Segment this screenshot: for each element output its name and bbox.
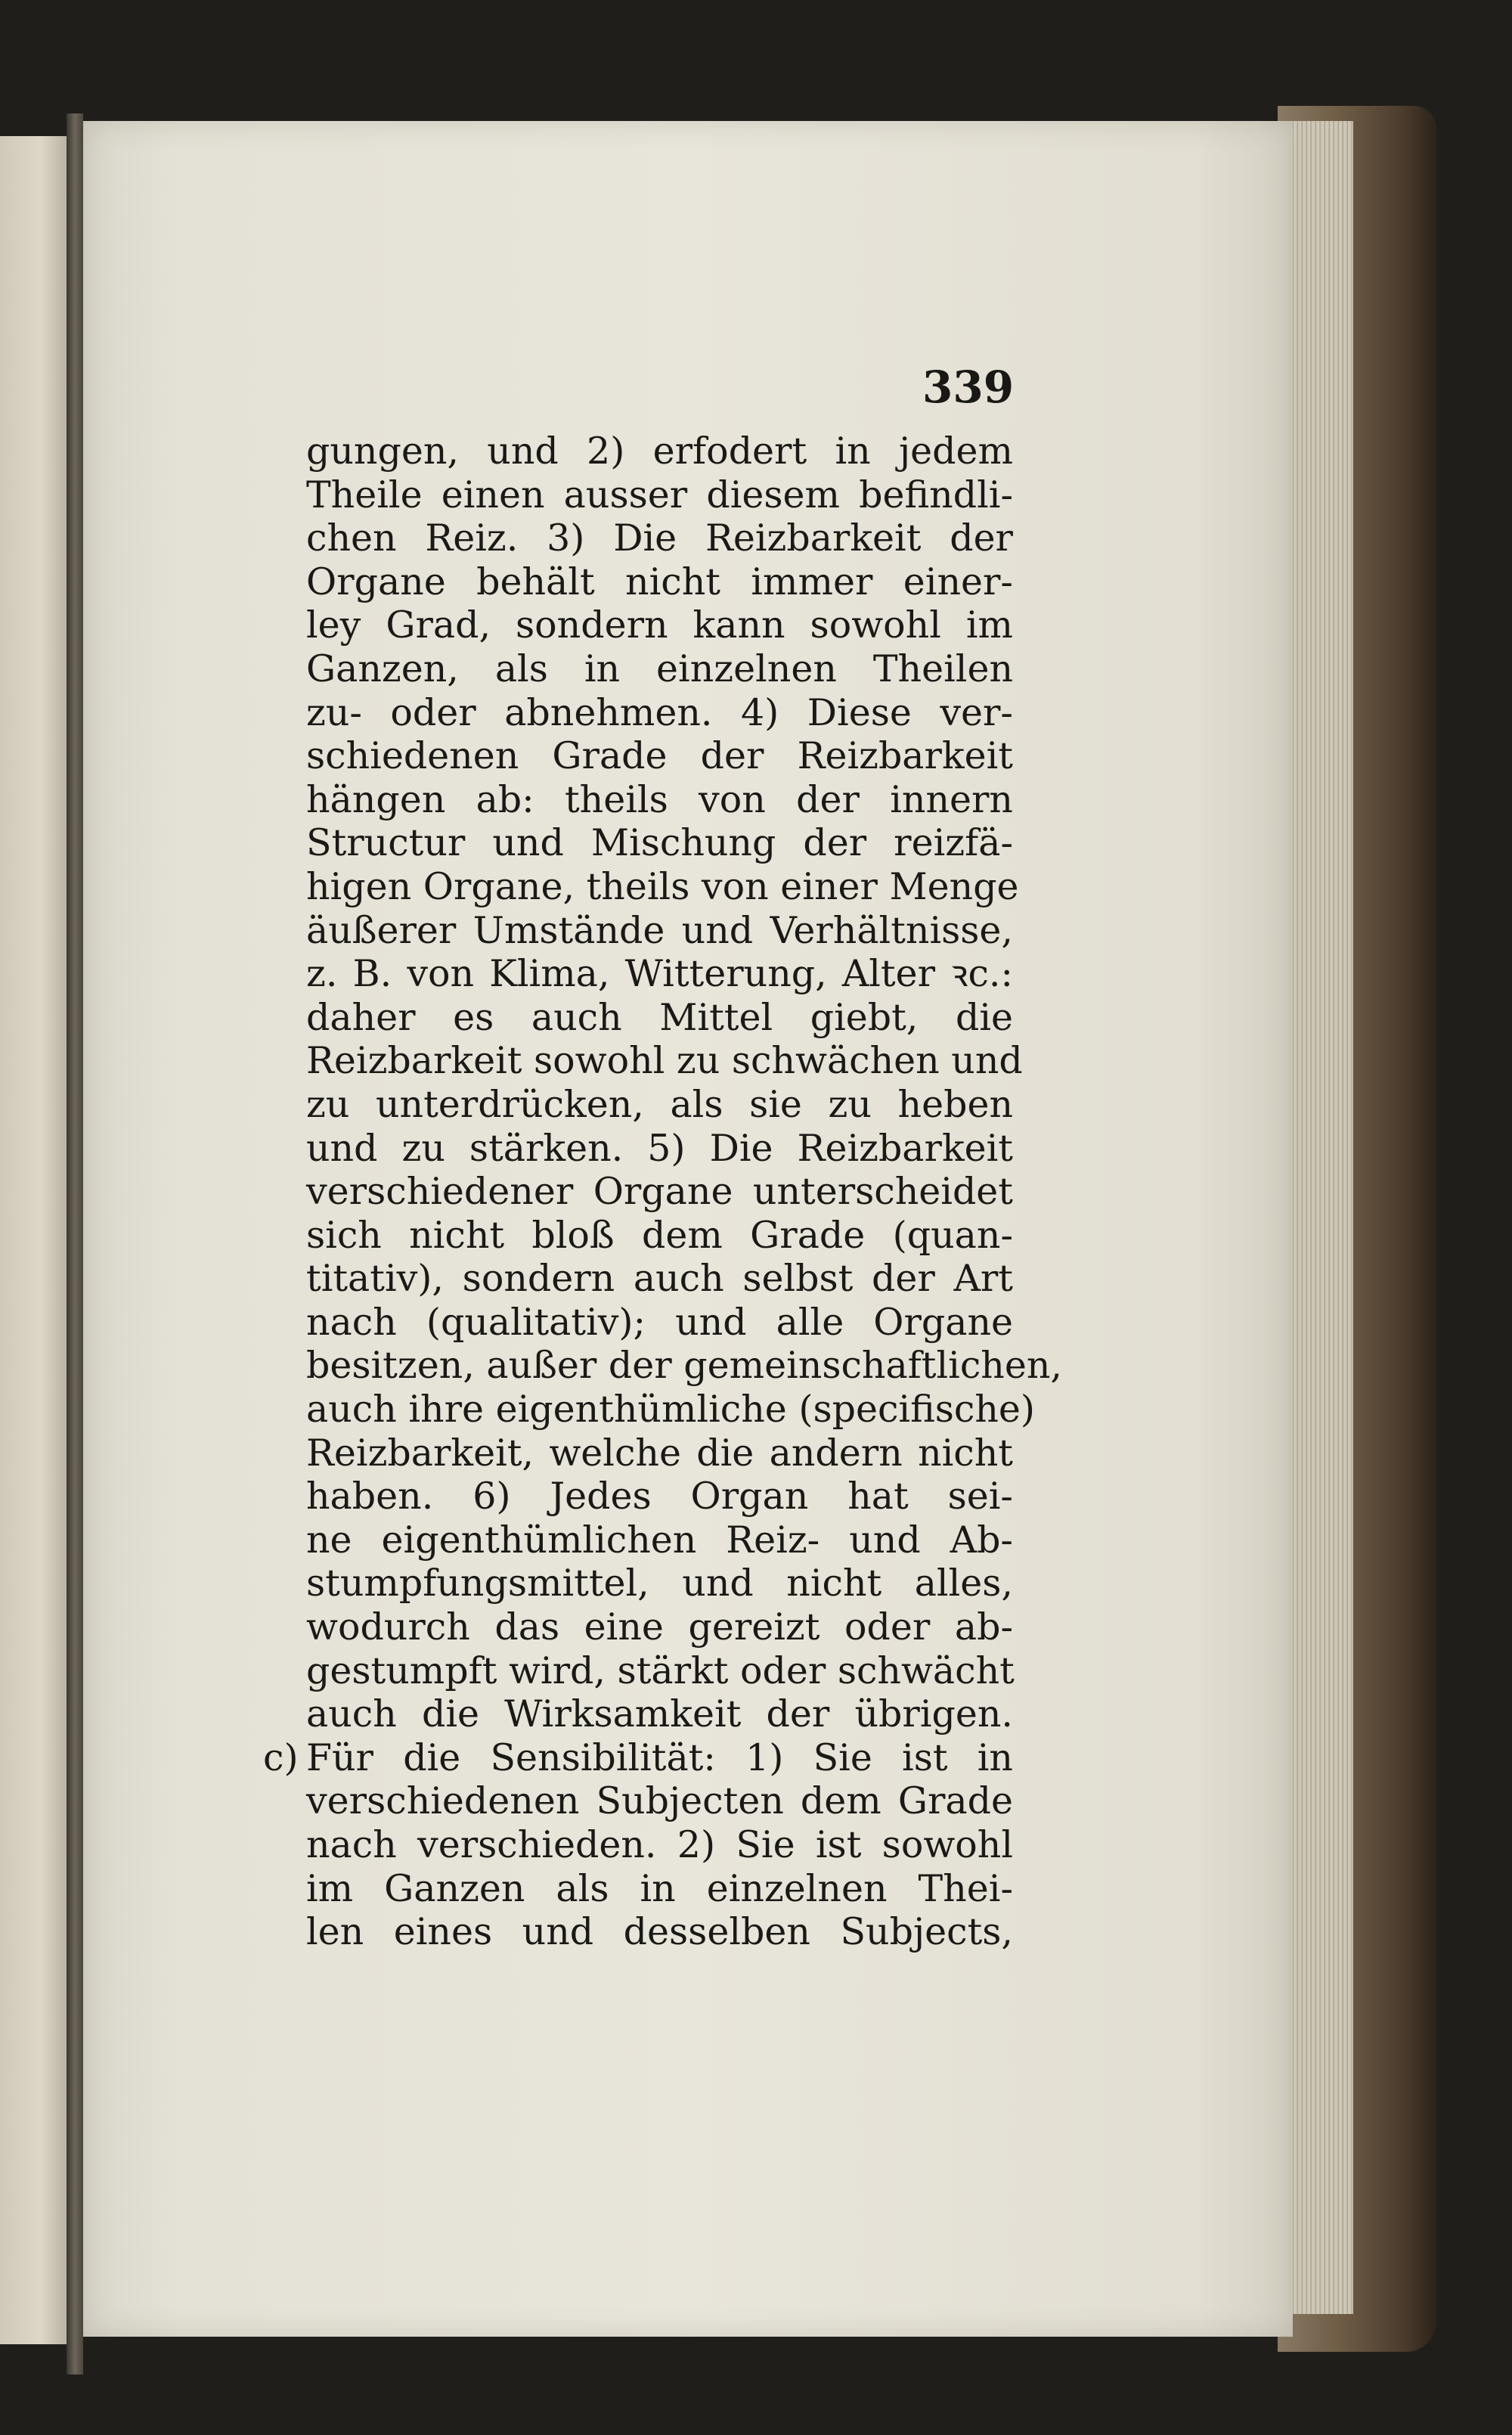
- text-line: chen Reiz. 3) Die Reizbarkeit der: [306, 516, 1013, 560]
- text-line: len eines und desselben Subjects,: [306, 1910, 1013, 1954]
- text-line: ne eigenthümlichen Reiz- und Ab-: [306, 1518, 1013, 1562]
- list-item-marker: c): [263, 1736, 299, 1779]
- text-line: verschiedener Organe unterscheidet: [306, 1170, 1013, 1214]
- text-line: hängen ab: theils von der innern: [306, 777, 1013, 821]
- text-line: besitzen, außer der gemeinschaftlichen,: [306, 1344, 1062, 1388]
- text-line: Reizbarkeit, welche die andern nicht: [306, 1431, 1013, 1475]
- body-text: [306, 430, 1062, 1954]
- text-line: Theile einen ausser diesem befindli-: [306, 473, 1013, 516]
- text-line: auch ihre eigenthümliche (specifische): [306, 1388, 1036, 1432]
- text-line: wodurch das eine gereizt oder ab-: [306, 1605, 1013, 1649]
- text-line: stumpfungsmittel, und nicht alles,: [306, 1562, 1013, 1605]
- book-gutter: [67, 113, 83, 2375]
- text-line: zu unterdrücken, als sie zu heben: [306, 1082, 1013, 1126]
- text-line: Ganzen, als in einzelnen Theilen: [306, 647, 1013, 690]
- text-line: Reizbarkeit sowohl zu schwächen und: [306, 1039, 1023, 1083]
- text-line: auch die Wirksamkeit der übrigen.: [306, 1692, 1013, 1736]
- text-line: z. B. von Klima, Witterung, Alter ꝛc.:: [306, 952, 1013, 996]
- text-line: sich nicht bloß dem Grade (quan-: [306, 1213, 1013, 1257]
- text-line: verschiedenen Subjecten dem Grade: [306, 1779, 1013, 1823]
- text-line: titativ), sondern auch selbst der Art: [306, 1257, 1013, 1301]
- text-line: nach (qualitativ); und alle Organe: [306, 1300, 1013, 1344]
- page-edges: [1285, 121, 1353, 2314]
- text-line: gestumpft wird, stärkt oder schwächt: [306, 1649, 1015, 1692]
- page-number: 339: [922, 361, 1015, 413]
- text-line: daher es auch Mittel giebt, die: [306, 995, 1013, 1039]
- text-line: haben. 6) Jedes Organ hat sei-: [306, 1475, 1013, 1518]
- text-line: und zu stärken. 5) Die Reizbarkeit: [306, 1126, 1013, 1170]
- text-line: gungen, und 2) erfodert in jedem: [306, 430, 1013, 473]
- text-line: nach verschieden. 2) Sie ist sowohl: [306, 1823, 1013, 1866]
- text-line: Für die Sensibilität: 1) Sie ist in: [306, 1736, 1013, 1779]
- text-line: schiedenen Grade der Reizbarkeit: [306, 734, 1013, 778]
- text-line: ley Grad, sondern kann sowohl im: [306, 603, 1013, 647]
- left-page-edge: [0, 136, 68, 2344]
- text-line: äußerer Umstände und Verhältnisse,: [306, 908, 1013, 952]
- text-line: im Ganzen als in einzelnen Thei-: [306, 1866, 1013, 1910]
- text-line: Structur und Mischung der reizfä-: [306, 821, 1013, 865]
- text-line: zu- oder abnehmen. 4) Diese ver-: [306, 690, 1013, 734]
- text-line: Organe behält nicht immer einer-: [306, 560, 1013, 603]
- text-line: higen Organe, theils von einer Menge: [306, 864, 1019, 908]
